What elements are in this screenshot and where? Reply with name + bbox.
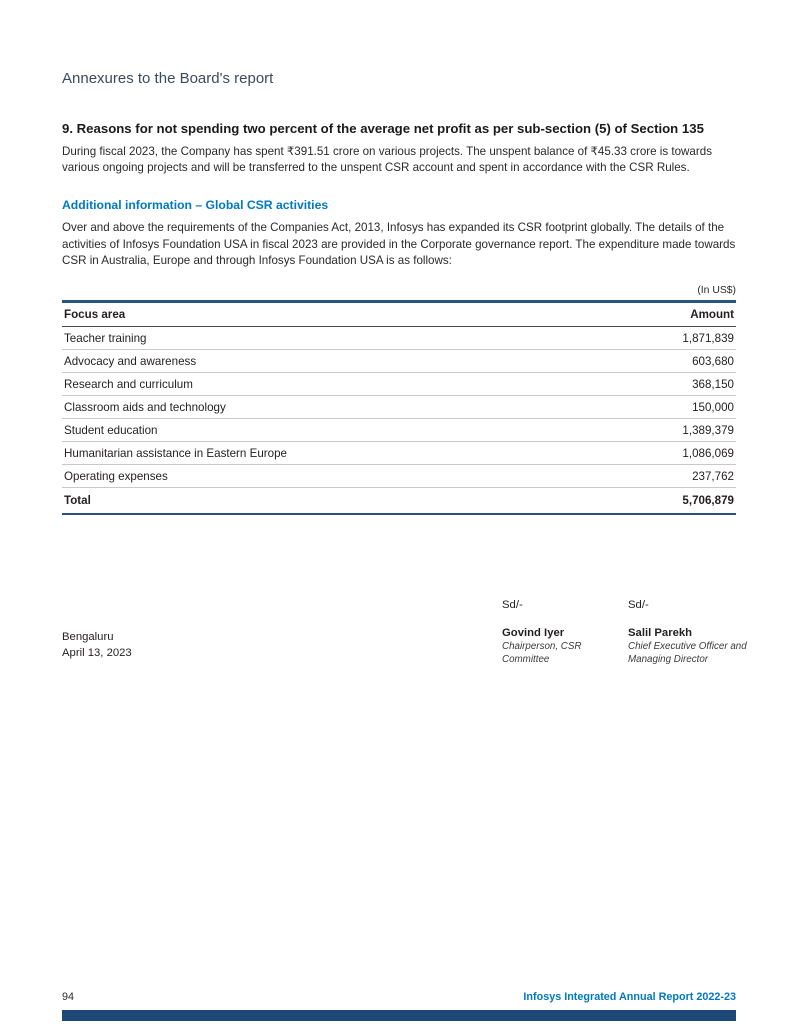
row-value: 237,762 [692,469,734,483]
signatory-name: Govind Iyer [502,627,565,640]
table-row [62,350,736,373]
additional-info-heading: Additional information – Global CSR activities [62,198,329,213]
focus-area-header: Focus area [64,308,126,322]
amount-header: Amount [690,308,734,322]
row-value: 1,871,839 [682,331,734,345]
row-label: Humanitarian assistance in Eastern Europe [64,446,287,460]
total-label: Total [64,494,91,508]
row-label: Operating expenses [64,469,168,483]
page-footer [62,991,736,1003]
signature-area [62,563,747,683]
table-row [62,442,736,465]
section-9-body: During fiscal 2023, the Company has spent ₹391.51 crore on various projects. The unspent balance of ₹45.33 crore is towards various ongoing projects and will be transferred to the unspent CSR account and spent in accordance with the CSR Rules. [62,145,712,175]
sd-label: Sd/- [502,599,523,612]
row-label: Research and curriculum [64,377,193,391]
signatory-title: Chief Executive Officer and Managing Director [628,641,747,665]
row-label: Student education [64,423,158,437]
signature-date: April 13, 2023 [62,647,132,660]
table-row [62,419,736,442]
footer-bar [62,1010,736,1021]
row-value: 1,389,379 [682,423,734,437]
table-row [62,396,736,419]
row-label: Classroom aids and technology [64,400,226,414]
signatory-block [628,599,752,666]
footer-page-number: 94 [62,991,75,1003]
row-value: 368,150 [692,377,734,391]
signatory-block [502,599,626,666]
section-9-heading: 9. Reasons for not spending two percent of the average net profit as per sub-section (5) of Section 135 [62,121,704,136]
row-value: 1,086,069 [682,446,734,460]
row-value: 603,680 [692,354,734,368]
csr-expenditure-table [62,300,736,515]
signature-place: Bengaluru [62,631,114,644]
page-header: Annexures to the Board's report [62,70,274,87]
signatory-title: Chairperson, CSR Committee [502,641,582,665]
sd-label: Sd/- [628,599,649,612]
row-label: Teacher training [64,331,147,345]
table-row [62,373,736,396]
signatory-name: Salil Parekh [628,627,693,640]
place-date-block [62,629,132,662]
total-row [62,488,736,515]
additional-info-body: Over and above the requirements of the Companies Act, 2013, Infosys has expanded its CSR footprint globally. The details of the activities of Infosys Foundation USA in fiscal 2023 are provided in the Corporate governance report. The expenditure made towards CSR in Australia, Europe and through Infosys Foundation USA is as follows: [62,221,736,267]
table-header-row [62,302,736,327]
page-content [62,0,747,683]
row-label: Advocacy and awareness [64,354,197,368]
total-value: 5,706,879 [682,494,734,508]
currency-note: (In US$) [697,285,736,297]
footer-report-title: Infosys Integrated Annual Report 2022-23 [523,991,736,1003]
table-row [62,327,736,350]
row-value: 150,000 [692,400,734,414]
table-row [62,465,736,488]
